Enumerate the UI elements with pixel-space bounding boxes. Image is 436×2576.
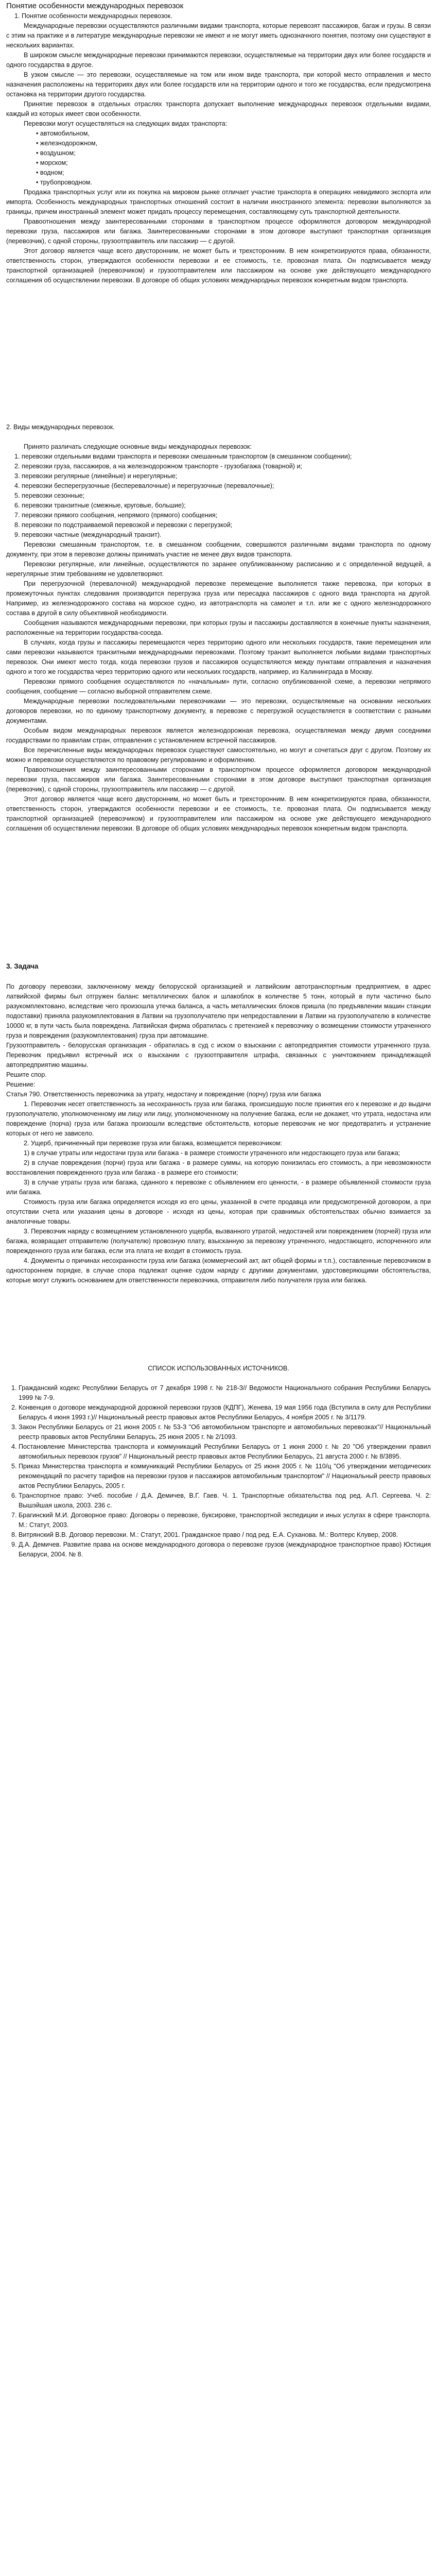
blank-line bbox=[6, 941, 431, 951]
paragraph: Перевозки смешанным транспортом, т.е. в смешанном сообщении, совершаются различными видами транспорта по одному документу, при этом в перевозке должны принимать участие не менее двух видов транспорта. bbox=[6, 541, 431, 558]
section-label: 2. Виды международных перевозок. bbox=[6, 423, 115, 431]
document-title: Понятие особенности международных перевозок bbox=[6, 2, 184, 10]
blank-line bbox=[6, 325, 431, 334]
paragraph: Решите спор. bbox=[6, 1071, 47, 1078]
blank-line bbox=[6, 432, 431, 442]
blank-line bbox=[6, 1305, 431, 1315]
types-list bbox=[6, 452, 431, 540]
list-item: 3. перевозки регулярные (линейные) и нерегулярные; bbox=[22, 471, 431, 481]
paragraph: Сообщения называются международными перевозки, при которых грузы и пассажиры доставляются в конечные пункты назначения, расположенные на территории государства-соседа. bbox=[6, 619, 431, 636]
paragraph: Перевозки могут осуществляться на следующих видах транспорта: bbox=[24, 120, 228, 127]
blank-line bbox=[6, 843, 431, 853]
blank-line bbox=[6, 403, 431, 413]
reference-item: 8. Витрянский В.В. Договор перевозки. М.: Статут, 2001. Гражданское право / под ред. Е.А. Суханова. М.: Волтерс Клувер, 2008. bbox=[19, 1530, 431, 1540]
document-body bbox=[6, 11, 431, 1560]
blank-line bbox=[6, 873, 431, 883]
blank-line bbox=[6, 1374, 431, 1383]
blank-line bbox=[6, 383, 431, 393]
blank-line bbox=[6, 305, 431, 315]
blank-line bbox=[6, 834, 431, 843]
paragraph: 3) в случае утраты груза или багажа, сданного к перевозке с объявлением его ценности, - в размере объявленной стоимости груза или багажа. bbox=[6, 1179, 431, 1196]
reference-item: 1. Гражданский кодекс Республики Беларусь от 7 декабря 1998 г. № 218-З// Ведомости Национального собрания Республики Беларусь 1999 № 7-9. bbox=[19, 1383, 431, 1403]
blank-line bbox=[6, 344, 431, 354]
reference-item: 5. Приказ Министерства транспорта и коммуникаций Республики Беларусь от 25 июня 2005 г. № 110/ц "Об утверждении методических рекомендаций по расчету тарифов на перевозки грузов и пассажиров автомобильным транспортом" // Национальный реестр правовых актов Республики Беларусь, 2005 г. bbox=[19, 1462, 431, 1491]
bullet-item: • воздушном; bbox=[36, 149, 76, 157]
blank-line bbox=[6, 853, 431, 863]
paragraph: Статья 790. Ответственность перевозчика за утрату, недостачу и повреждение (порчу) груза или багажа bbox=[6, 1091, 321, 1098]
paragraph: В узком смысле — это перевозки, осуществляемые на том или ином виде транспорта, при которой место отправления и место назначения расположены на территориях двух или более государств или на территории одного и того же государства, если предусмотрена остановка на территории другого государства. bbox=[6, 71, 431, 98]
paragraph: Международные перевозки осуществляются различными видами транспорта, которые перевозят пассажиров, багаж и грузы. В связи с этим на практике и в литературе международные перевозки не имеют и не могут иметь однозначного понятия, поэтому они существуют в нескольких вариантах. bbox=[6, 22, 431, 49]
blank-line bbox=[6, 951, 431, 961]
reference-item: 2. Конвенция о договоре международной дорожной перевозки грузов (КДПГ), Женева, 19 мая 1956 года (Вступила в силу для Республики Беларусь 4 июня 1993 г.)// Национальный реестр правовых актов Республики Беларусь, 4 ноября 2005 г. № 3/1179. bbox=[19, 1403, 431, 1422]
blank-line bbox=[6, 931, 431, 941]
list-item: 2. перевозки груза, пассажиров, а на железнодорожном транспорте - грузобагажа (товарной) и; bbox=[22, 462, 431, 471]
paragraph: Принятие перевозок в отдельных отраслях транспорта допускает выполнение международных перевозок отдельными видами, каждый из которых имеет свои особенности. bbox=[6, 100, 431, 117]
paragraph: Решение: bbox=[6, 1081, 36, 1088]
bullet-item: • морском; bbox=[36, 159, 68, 166]
blank-line bbox=[6, 285, 431, 295]
paragraph: Правоотношения между заинтересованными сторонами в транспортном процессе оформляются договором международной перевозки груза, пассажиров или багажа. Заинтересованными сторонами в этом договоре выступают транспортная организация (перевозчик), с одной стороны, грузоотправитель или пассажир — с другой. bbox=[6, 218, 431, 245]
blank-line bbox=[6, 892, 431, 902]
paragraph: Международные перевозки последовательными перевозчиками — это перевозки, осуществляемые на основании нескольких договоров перевозки, но по единому транспортному документу, в перевозке с перегрузкой осуществляется в соответствии с разными документами. bbox=[6, 698, 431, 724]
section-heading-list bbox=[6, 11, 431, 21]
list-item: 1. перевозки отдельными видами транспорта и перевозки смешанным транспортом (в смешанном сообщении); bbox=[22, 452, 431, 462]
blank-line bbox=[6, 1334, 431, 1344]
list-item: 9. перевозки частные (международный транзит). bbox=[22, 530, 431, 540]
blank-line bbox=[6, 364, 431, 374]
paragraph: Особым видом международных перевозок является железнодорожная перевозка, осуществляемая между двумя соседними государствами по правилам стран, отправления с установлением встречной пассажиров. bbox=[6, 727, 431, 744]
paragraph: В широком смысле международные перевозки принимаются перевозки, осуществляемые на территории двух или более государств и одного государства в другое. bbox=[6, 52, 431, 69]
blank-line bbox=[6, 1325, 431, 1334]
section-heading: 3. Задача bbox=[6, 962, 39, 970]
list-item: 5. перевозки сезонные; bbox=[22, 491, 431, 501]
paragraph: В случаях, когда грузы и пассажиры перемещаются через территорию одного или нескольких государств, такие перемещения или сами перевозки называются транзитными международными перевозками. Поэтому транзит выполняется любыми видами транспортных перевозок. Они имеют место тогда, когда перевозки грузов и пассажиров осуществляются между пунктами отправления и назначения одного и того же государства через территорию одного или нескольких государств, например, из Калининграда в Москву. bbox=[6, 639, 431, 675]
blank-line bbox=[6, 393, 431, 403]
reference-item: 7. Брагинский М.И. Договорное право: Договоры о перевозке, буксировке, транспортной экспедиции и иных услугах в сфере транспорта. М.: Статут, 2003. bbox=[19, 1511, 431, 1530]
paragraph: По договору перевозки, заключенному между белорусской организацией и латвийским автотранспортным предприятием, в адрес латвийской фирмы был отгружен баланс металлических балок и шлакоблок в количестве 5 тонн, который в пути частично было разукомплектовано, вследствие чего произошла утечка баланса, а часть металлических блоков пришла (по предъявлении машин станции подоставки) приняла разукомплектования в Латвии на грузополучателю при непредоставлении в Латвии на грузополучателю в количестве 10000 кг, в пути часть была повреждена. Латвийская фирма обратилась с претензией к перевозчику о возмещении стоимости утраченного груза и повреждения (разукомплектования) груза при автомашине. bbox=[6, 983, 431, 1039]
blank-line bbox=[6, 374, 431, 383]
references-list bbox=[6, 1383, 431, 1560]
references-heading: СПИСОК ИСПОЛЬЗОВАННЫХ ИСТОЧНИКОВ. bbox=[148, 1365, 289, 1372]
reference-item: 6. Транспортное право: Учеб. пособие / Д.А. Демичев, В.Г. Гаев. Ч. 1. Транспортные обязательства под ред. А.П. Сергеева. Ч. 2: Вышэйшая школа, 2003. 236 с. bbox=[19, 1491, 431, 1511]
blank-line bbox=[6, 1285, 431, 1295]
paragraph: Этот договор является чаще всего двусторонним, но может быть и трехсторонним. В нем конкретизируются права, обязанности, ответственность сторон, утверждаются особенности перевозки и ее стоимость, т.е. провозная плата. Он подписывается между транспортной организацией (перевозчиком) и грузоотправителем или пассажиром на основе уже действующего международного соглашения об осуществлении перевозки. В договоре об общих условиях международных перевозок конкретным видом транспорта. bbox=[6, 795, 431, 832]
blank-line bbox=[6, 1344, 431, 1354]
paragraph: 2) в случае повреждения (порчи) груза или багажа - в размере суммы, на которую понизилась его стоимость, а при невозможности восстановления поврежденного груза или багажа - в размере его стоимости; bbox=[6, 1159, 431, 1176]
blank-line bbox=[6, 863, 431, 873]
paragraph: Стоимость груза или багажа определяется исходя из его цены, указанной в счете продавца или предусмотренной договором, а при отсутствии счета или указания цены в договоре - исходя из цены, которая при сравнимых обстоятельствах обычно взимается за аналогичные товары. bbox=[6, 1198, 431, 1225]
paragraph: Все перечисленные виды международных перевозок существуют самостоятельно, но могут и сочетаться друг с другом. Поэтому их можно и перевозки осуществляются по правовому регулированию и оформлению. bbox=[6, 747, 431, 764]
list-item: 4. перевозки бесперегрузочные (бесперевалочные) и перегрузочные (перевалочные); bbox=[22, 481, 431, 491]
blank-line bbox=[6, 413, 431, 422]
blank-line bbox=[6, 912, 431, 922]
bullet-item: • железнодорожном, bbox=[36, 140, 98, 147]
blank-line bbox=[6, 334, 431, 344]
paragraph: Продажа транспортных услуг или их покупка на мировом рынке отличает участие транспорта в операциях невидимого экспорта или импорта. Особенность международных транспортных отношений состоит в наличии иностранного элемента: перевозки выполняются за границы, причем иностранный элемент может придать процессу перемещения, составляющему суть транспортной деятельности. bbox=[6, 189, 431, 215]
paragraph: Правоотношения между заинтересованными сторонами в транспортном процессе оформляется договором международной перевозки груза, пассажиров или багажа. Заинтересованными сторонами в этом договоре выступают транспортная организация (перевозчик), с одной стороны, грузоотправитель или пассажир — с другой. bbox=[6, 766, 431, 793]
blank-line bbox=[6, 883, 431, 892]
paragraph: При перегрузочной (перевалочной) международной перевозке перемещение выполняется также перевозка, при которых в промежуточных пунктах следования производится перегрузка груза или пересадка пассажиров с одного вида транспорта на другой. Например, из железнодорожного состава на морское судно, из автотранспорта на самолет и т.п. или же с одного железнодорожного состава в другой в силу объективной необходимости. bbox=[6, 580, 431, 617]
paragraph: 1) в случае утраты или недостачи груза или багажа - в размере стоимости утраченного или недостающего груза или багажа; bbox=[24, 1149, 400, 1157]
reference-item: 3. Закон Республики Беларусь от 21 июня 2005 г. № 53-З "Об автомобильном транспорте и автомобильных перевозках"// Национальный реестр правовых актов Республики Беларусь, 25 июня 2005 г. № 2/1093. bbox=[19, 1422, 431, 1442]
list-item: 7. перевозки прямого сообщения, непрямого (прямого) сообщения; bbox=[22, 511, 431, 520]
section-heading: 1. Понятие особенности международных перевозок. bbox=[22, 11, 431, 21]
blank-line bbox=[6, 1315, 431, 1325]
list-item: 6. перевозки транзитные (смежные, круговые, большие); bbox=[22, 501, 431, 511]
bullet-item: • водном; bbox=[36, 169, 64, 176]
paragraph: 3. Перевозчик наряду с возмещением установленного ущерба, вызванного утратой, недостачей или повреждением (порчей) груза или багажа, возвращает отправителю (получателю) провозную плату, взысканную за перевозку утраченного, недостающего, испорченного или поврежденного груза или багажа, если эта плата не входит в стоимость груза. bbox=[6, 1228, 431, 1255]
blank-line bbox=[6, 902, 431, 912]
blank-line bbox=[6, 295, 431, 305]
reference-item: 4. Постановление Министерства транспорта и коммуникаций Республики Беларусь от 1 июня 2000 г. № 20 "Об утверждении правил автомобильных перевозок грузов" // Национальный реестр правовых актов Республики Беларусь, 21 августа 2000 г. № 8/3895. bbox=[19, 1442, 431, 1462]
blank-line bbox=[6, 315, 431, 325]
list-item: 8. перевозки по подстраиваемой перевозкой и перевозки с перегрузкой; bbox=[22, 520, 431, 530]
paragraph: Грузоотправитель - белорусская организация - обратилась в суд с иском о взыскании с автопредприятия стоимости утраченного груза. Перевозчик предъявил встречный иск о взыскании с грузоотправителя штрафа, связанных с уничтожением принадлежащей автопредприятию машины. bbox=[6, 1042, 431, 1069]
blank-line bbox=[6, 972, 431, 982]
paragraph: Перевозки прямого сообщения осуществляются по «начальным» пути, согласно опубликованной схеме, а перевозки непрямого сообщения, сообщение — согласно выборной отправителем схеме. bbox=[6, 678, 431, 695]
reference-item: 9. Д.А. Демичев. Развитие права на основе международного договора о перевозке грузов (международное транспортное право) Юстиция Беларуси, 2004. № 8. bbox=[19, 1540, 431, 1560]
blank-line bbox=[6, 922, 431, 931]
bullet-item: • автомобильном, bbox=[36, 130, 90, 137]
paragraph: 1. Перевозчик несет ответственность за несохранность груза или багажа, происшедшую после принятия его к перевозке и до выдачи грузополучателю, уполномоченному им лицу или лицу, уполномоченному на получение багажа, если не докажет, что утрата, недостача или повреждение (порча) груза или багажа произошли вследствие обстоятельств, которые перевозчик не мог предотвратить и устранение которых от него не зависело. bbox=[6, 1100, 431, 1137]
paragraph: 2. Ущерб, причиненный при перевозке груза или багажа, возмещается перевозчиком: bbox=[24, 1140, 282, 1147]
paragraph: Принято различать следующие основные виды международных перевозок: bbox=[24, 443, 252, 450]
blank-line bbox=[6, 1354, 431, 1364]
blank-line bbox=[6, 1295, 431, 1305]
paragraph: 4. Документы о причинах несохранности груза или багажа (коммерческий акт, акт общей формы и т.п.), составленные перевозчиком в одностороннем порядке, в случае спора подлежат оценке судом наряду с другими документами, удостоверяющими обстоятельства, которые могут служить основанием для ответственности перевозчика, отправителя либо получателя груза или багажа. bbox=[6, 1257, 431, 1284]
blank-line bbox=[6, 354, 431, 364]
paragraph: Перевозки регулярные, или линейные, осуществляются по заранее опубликованному расписанию и с определенной ведущей, а нерегулярные этим требованиям не удовлетворяют. bbox=[6, 561, 431, 578]
paragraph: Этот договор является чаще всего двусторонним, не может быть и трехсторонним. В нем конкретизируются права, обязанности, ответственность сторон, утверждаются особенности перевозки и ее стоимость, т.е. провозная плата. Он подписывается между транспортной организацией (перевозчиком) и грузоотправителем или пассажиром на основе уже действующего международного соглашения об осуществлении перевозки. В договоре об общих условиях международных перевозок конкретным видом транспорта. bbox=[6, 247, 431, 284]
bullet-item: • трубопроводном. bbox=[36, 179, 92, 186]
